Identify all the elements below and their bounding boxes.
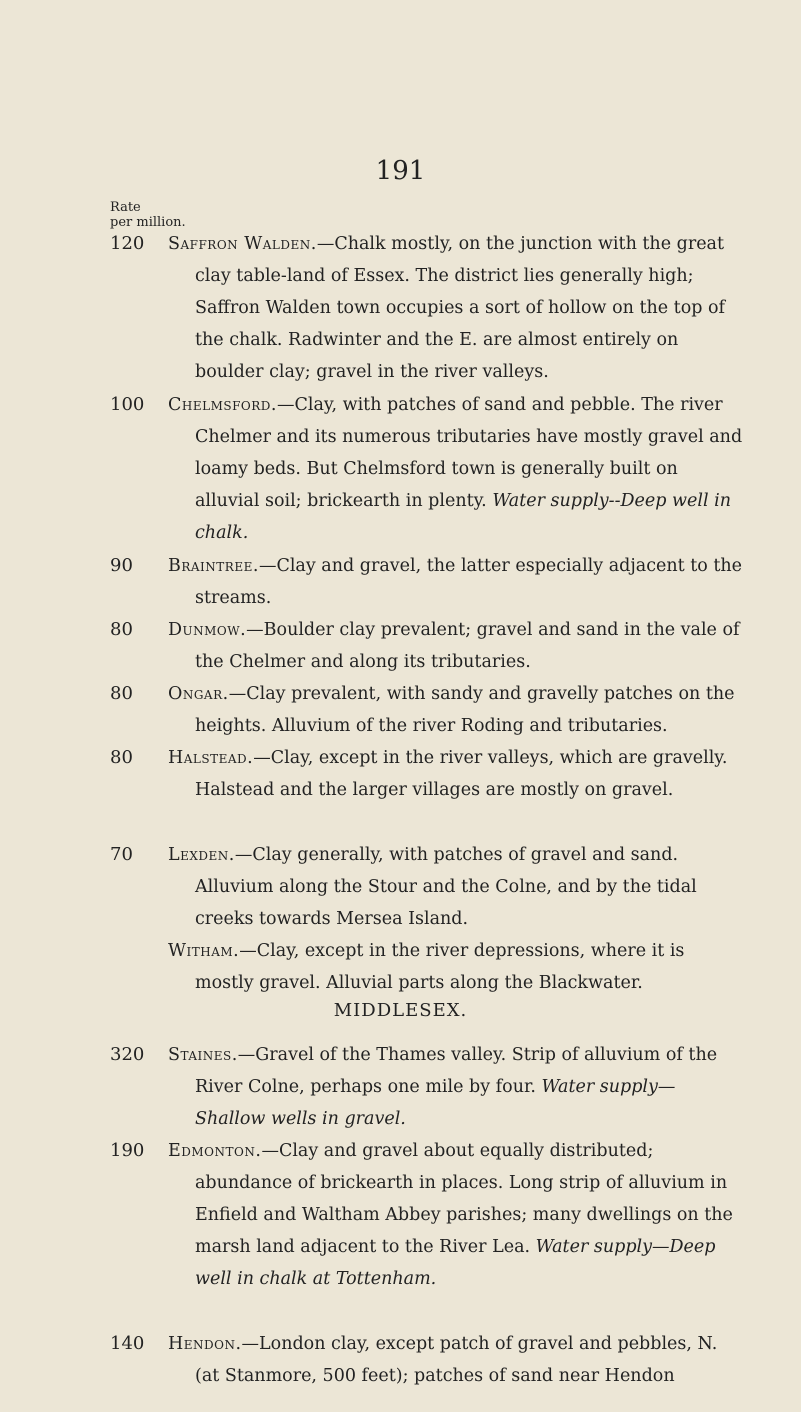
entry-text: —Clay, with patches of sand and pebble. The river Chelmer and its numerous tributaries have mostly gravel and loamy beds. But Chelmsford town is generally built on alluvial soil; brickearth in plenty.: [195, 395, 743, 511]
entry-body: [168, 1328, 745, 1392]
entry-body: [168, 550, 745, 614]
entry-water-supply: Water supply—Shallow wells in gravel.: [195, 1077, 676, 1129]
rate-header-line-1: Rate: [110, 200, 141, 215]
entry-body: [168, 389, 745, 549]
rate-column-header: [110, 200, 186, 230]
entry-text: —Boulder clay prevalent; gravel and sand in the vale of the Chelmer and along its tributaries.: [195, 620, 740, 672]
entry-rate: 80: [110, 747, 133, 768]
entry-body: [168, 839, 745, 935]
entry-text: —Clay and gravel, the latter especially adjacent to the streams.: [195, 556, 743, 608]
entry-rate: 140: [110, 1333, 145, 1354]
entry-place: Ongar.: [168, 684, 229, 704]
entry-body: [168, 1039, 745, 1135]
entry-body: [168, 678, 745, 742]
rate-header-line-2: per million.: [110, 215, 186, 230]
entry-text: —Clay, except in the river depressions, where it is mostly gravel. Alluvial parts along the Blackwater.: [195, 941, 685, 993]
entry-rate: 80: [110, 619, 133, 640]
entry-place: Braintree.: [168, 556, 259, 576]
entry-place: Dunmow.: [168, 620, 247, 640]
entry-rate: 90: [110, 555, 133, 576]
entry-place: Hendon.: [168, 1334, 242, 1354]
entry-text: —Clay prevalent, with sandy and gravelly patches on the heights. Alluvium of the river Roding and tributaries.: [195, 684, 735, 736]
entry-place: Halstead.: [168, 748, 254, 768]
entry-text: —Clay, except in the river valleys, which are gravelly. Halstead and the larger villages are mostly on gravel.: [195, 748, 728, 800]
entry-body: [168, 935, 745, 999]
entry-body: [168, 742, 745, 806]
entry-rate: 70: [110, 844, 133, 865]
entry-rate: 190: [110, 1140, 145, 1161]
entry-rate: 100: [110, 394, 145, 415]
entry-water-supply: Water supply--Deep well in chalk.: [195, 491, 731, 543]
entry-place: Staines.: [168, 1045, 238, 1065]
entry-text: —Chalk mostly, on the junction with the great clay table-land of Essex. The district lies generally high; Saffron Walden town occupies a sort of hollow on the top of the chalk. Radwinter and the E. are almost entirely on boulder clay; gravel in the river valleys.: [195, 234, 726, 382]
entry-rate: 120: [110, 233, 145, 254]
entry-place: Lexden.: [168, 845, 235, 865]
entry-place: Chelmsford.: [168, 395, 277, 415]
entry-text: —Clay and gravel about equally distributed; abundance of brickearth in places. Long strip of alluvium in Enfield and Waltham Abbey parishes; many dwellings on the marsh land adjacent to the River Lea.: [195, 1141, 733, 1257]
entry-text: —Clay generally, with patches of gravel and sand. Alluvium along the Stour and the Colne, and by the tidal creeks towards Mersea Island.: [195, 845, 697, 929]
entry-text: —Gravel of the Thames valley. Strip of alluvium of the River Colne, perhaps one mile by four.: [195, 1045, 718, 1097]
entry-place: Edmonton.: [168, 1141, 262, 1161]
entry-place: Witham.: [168, 941, 240, 961]
entry-text: —London clay, except patch of gravel and pebbles, N. (at Stanmore, 500 feet); patches of sand near Hendon: [195, 1334, 718, 1386]
entry-rate: 80: [110, 683, 133, 704]
entry-body: [168, 614, 745, 678]
entry-place: Saffron Walden.: [168, 234, 317, 254]
entry-body: [168, 228, 745, 388]
entry-body: [168, 1135, 745, 1295]
page-number: 191: [375, 156, 426, 186]
entry-water-supply: Water supply—Deep well in chalk at Tottenham.: [195, 1237, 716, 1289]
section-heading-middlesex: MIDDLESEX.: [333, 1000, 468, 1021]
entry-rate: 320: [110, 1044, 145, 1065]
